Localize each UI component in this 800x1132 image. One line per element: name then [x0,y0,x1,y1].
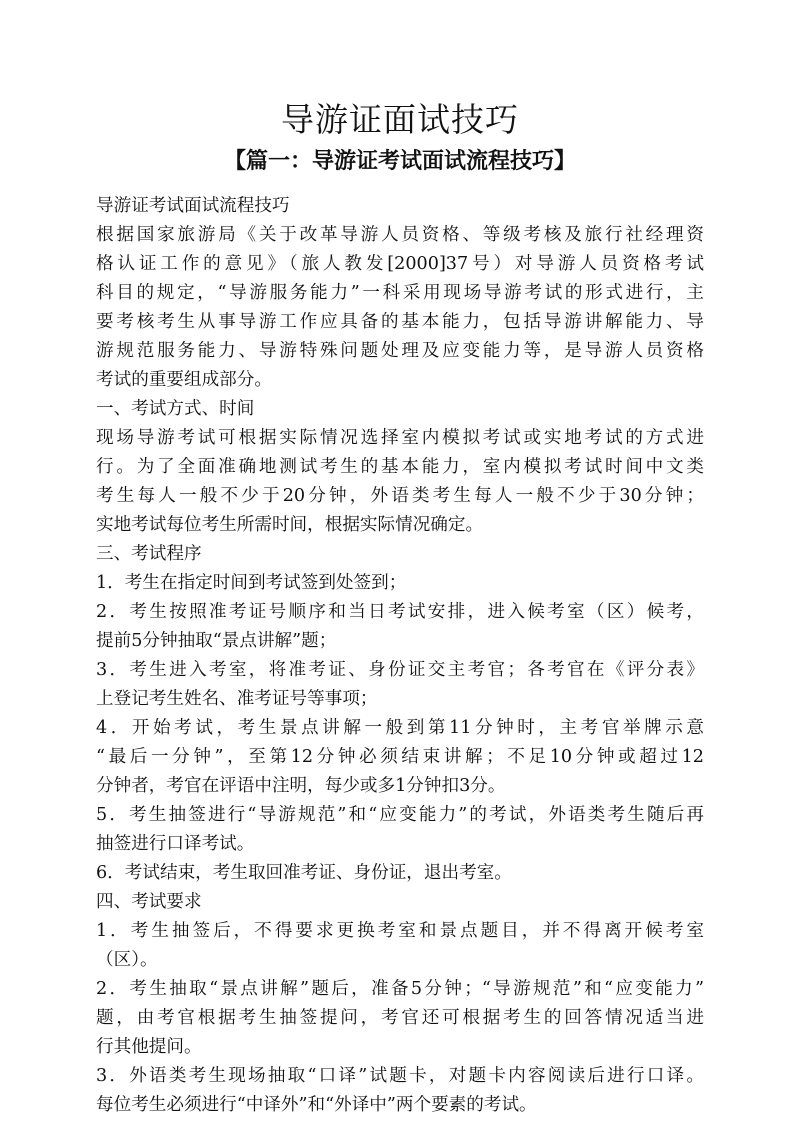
text-line: 4．开始考试，考生景点讲解一般到第11分钟时，主考官举牌示意 [96,718,704,738]
text-line: 上登记考生姓名、准考证号等事项； [96,689,378,709]
text-line: 考生每人一般不少于20分钟，外语类考生每人一般不少于30分钟； [96,486,704,506]
text-line: “最后一分钟”，至第12分钟必须结束讲解；不足10分钟或超过12 [96,747,704,767]
text-line: 提前5分钟抽取“景点讲解”题； [96,631,337,651]
text-line: 现场导游考试可根据实际情况选择室内模拟考试或实地考试的方式进 [96,428,704,448]
text-line: 行其他提问。 [96,1037,202,1057]
text-line: 1．考生抽签后，不得要求更换考室和景点题目，并不得离开候考室 [96,921,704,941]
text-line: 格认证工作的意见》（旅人教发[2000]37号）对导游人员资格考试 [96,254,704,274]
text-line: 3．外语类考生现场抽取“口译”试题卡，对题卡内容阅读后进行口译。 [96,1066,704,1086]
text-line: 科目的规定，“导游服务能力”一科采用现场导游考试的形式进行，主 [96,283,704,303]
text-line: 1．考生在指定时间到考试签到处签到； [96,573,407,593]
text-line: （区）。 [96,950,158,970]
document-body [96,192,704,1120]
text-line: 考试的重要组成部分。 [96,370,272,390]
text-line: 2．考生按照准考证号顺序和当日考试安排，进入候考室（区）候考， [96,602,704,622]
text-line: 一、考试方式、时间 [96,399,255,419]
text-line: 根据国家旅游局《关于改革导游人员资格、等级考核及旅行社经理资 [96,225,704,245]
text-line: 分钟者，考官在评语中注明，每少或多1分钟扣3分。 [96,776,506,796]
document-subtitle: 【篇一：导游证考试面试流程技巧】 [223,148,576,174]
text-line: 行。为了全面准确地测试考生的基本能力，室内模拟考试时间中文类 [96,457,704,477]
text-line: 要考核考生从事导游工作应具备的基本能力，包括导游讲解能力、导 [96,312,704,332]
text-line: 每位考生必须进行“中译外”和“外译中”两个要素的考试。 [96,1095,537,1115]
text-line: 导游证考试面试流程技巧 [96,196,290,216]
text-line: 3．考生进入考室，将准考证、身份证交主考官；各考官在《评分表》 [96,660,704,680]
text-line: 实地考试每位考生所需时间，根据实际情况确定。 [96,515,484,535]
text-line: 2．考生抽取“景点讲解”题后，准备5分钟；“导游规范”和“应变能力” [96,979,704,999]
text-line: 题，由考官根据考生抽签提问，考官还可根据考生的回答情况适当进 [96,1008,704,1028]
text-line: 三、考试程序 [96,544,202,564]
text-line: 抽签进行口译考试。 [96,834,255,854]
text-line: 6．考试结束，考生取回准考证、身份证，退出考室。 [96,863,512,883]
text-line: 四、考试要求 [96,892,202,912]
document-title: 导游证面试技巧 [281,100,519,139]
text-line: 游规范服务能力、导游特殊问题处理及应变能力等，是导游人员资格 [96,341,704,361]
text-line: 5．考生抽签进行“导游规范”和“应变能力”的考试，外语类考生随后再 [96,805,704,825]
